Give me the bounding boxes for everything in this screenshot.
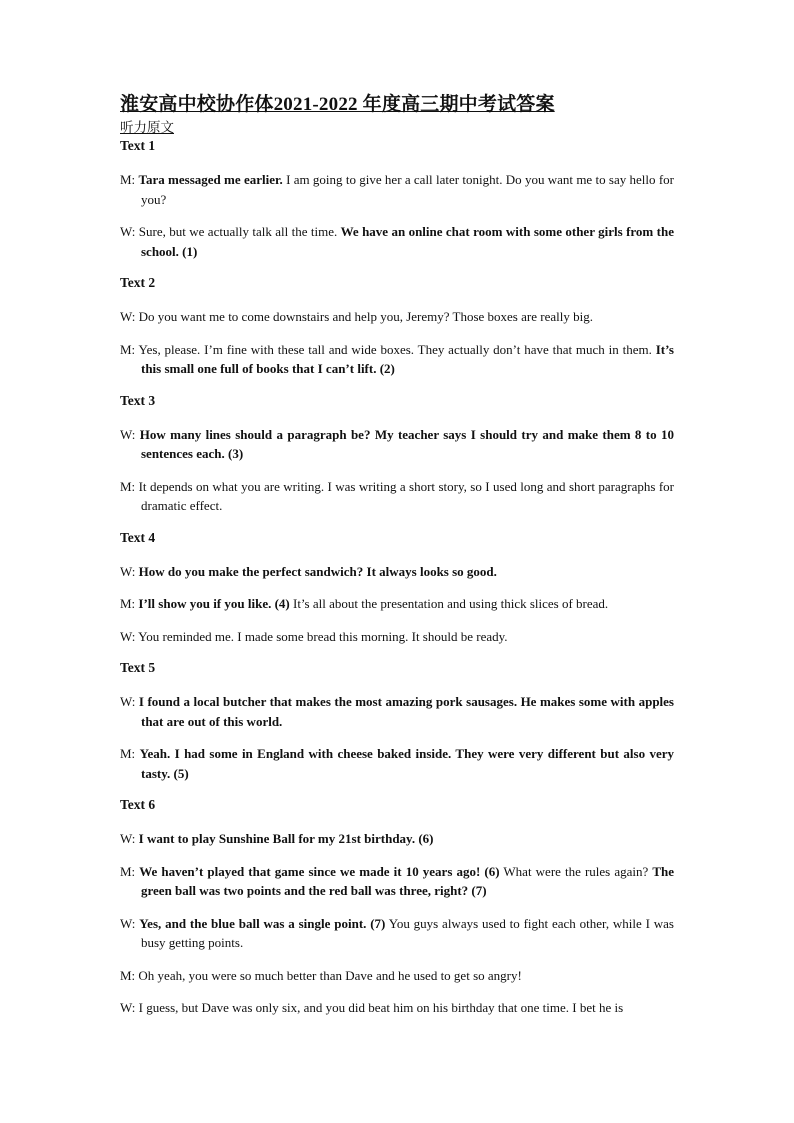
- dialogue-line: [120, 829, 674, 849]
- answer-text: It’s this small one full of books that I can’t lift. (2): [141, 341, 674, 376]
- dialogue-text: You reminded me. I made some bread this morning. It should be ready.: [138, 628, 508, 644]
- speaker-label: M:: [120, 596, 139, 611]
- speaker-label: W:: [120, 915, 140, 931]
- answer-text: Yeah. I had some in England with cheese baked inside. They were very different but also very tasty. (5): [139, 746, 675, 781]
- speaker-label: M:: [120, 746, 140, 761]
- answer-text: Yes, and the blue ball was a single point. (7): [139, 915, 386, 931]
- transcript-section: [120, 796, 674, 1018]
- section-heading: Text 1: [120, 138, 156, 153]
- dialogue-line: [120, 627, 674, 647]
- answer-text: We have an online chat room with some other girls from the school. (1): [141, 224, 674, 259]
- dialogue-line: [120, 744, 674, 783]
- dialogue-line: [120, 966, 674, 986]
- section-heading: Text 3: [120, 392, 156, 408]
- speaker-label: W:: [120, 426, 140, 442]
- speaker-label: W:: [120, 309, 139, 324]
- dialogue-text: Do you want me to come downstairs and help you, Jeremy? Those boxes are really big.: [138, 309, 593, 324]
- dialogue-text: You guys always used to fight each other, while I was busy getting points.: [141, 915, 674, 950]
- answer-text: I’ll show you if you like. (4): [138, 596, 290, 611]
- answer-text: How many lines should a paragraph be? My teacher says I should try and make them 8 to 10 sentences each. (3): [139, 426, 674, 461]
- section-heading: Text 5: [120, 660, 156, 675]
- speaker-label: W:: [120, 694, 139, 709]
- speaker-label: M:: [120, 341, 139, 357]
- speaker-label: M:: [120, 478, 139, 494]
- dialogue-text: It depends on what you are writing. I was writing a short story, so I used long and short paragraphs for dramatic effect.: [138, 478, 674, 513]
- speaker-label: W:: [120, 628, 139, 644]
- transcript-section: [120, 392, 674, 516]
- dialogue-text: Yes, please. I’m fine with these tall and wide boxes. They actually don’t have that much in them.: [138, 341, 656, 357]
- document-page: [120, 93, 674, 1031]
- answer-text: We haven’t played that game since we made it 10 years ago! (6): [139, 863, 500, 879]
- dialogue-line: [120, 170, 674, 209]
- dialogue-line: [120, 594, 674, 614]
- dialogue-line: [120, 692, 674, 731]
- dialogue-line: [120, 862, 674, 901]
- dialogue-line: [120, 477, 674, 516]
- speaker-label: W:: [120, 1000, 139, 1015]
- dialogue-line: [120, 998, 674, 1018]
- dialogue-line: [120, 307, 674, 327]
- document-subtitle: 听力原文: [120, 120, 174, 135]
- dialogue-line: [120, 425, 674, 464]
- dialogue-text: I guess, but Dave was only six, and you did beat him on his birthday that one time. I bet he is: [138, 1000, 624, 1015]
- speaker-label: W:: [120, 563, 139, 579]
- dialogue-line: [120, 914, 674, 953]
- answer-text: The green ball was two points and the red ball was three, right? (7): [141, 863, 675, 898]
- dialogue-line: [120, 222, 674, 261]
- dialogue-line: [120, 340, 674, 379]
- transcript-section: [120, 274, 674, 379]
- dialogue-text: What were the rules again?: [499, 863, 653, 879]
- answer-text: I want to play Sunshine Ball for my 21st birthday. (6): [138, 831, 434, 846]
- dialogue-text: I am going to give her a call later tonight. Do you want me to say hello for you?: [141, 172, 674, 207]
- section-heading: Text 2: [120, 275, 156, 290]
- transcript-section: [120, 529, 674, 647]
- dialogue-text: Oh yeah, you were so much better than Dave and he used to get so angry!: [138, 967, 522, 983]
- speaker-label: M:: [120, 967, 139, 983]
- dialogue-line: [120, 562, 674, 582]
- speaker-label: M:: [120, 863, 140, 879]
- dialogue-text: Sure, but we actually talk all the time.: [138, 224, 341, 239]
- speaker-label: W:: [120, 831, 139, 846]
- answer-text: How do you make the perfect sandwich? It always looks so good.: [138, 563, 497, 579]
- transcript-body: [120, 137, 674, 1018]
- section-heading: Text 4: [120, 529, 156, 545]
- speaker-label: W:: [120, 224, 139, 239]
- transcript-section: [120, 659, 674, 783]
- answer-text: Tara messaged me earlier.: [138, 172, 283, 187]
- answer-text: I found a local butcher that makes the most amazing pork sausages. He makes some with apples that are out of this world.: [138, 694, 674, 729]
- section-heading: Text 6: [120, 797, 156, 812]
- document-title: 淮安高中校协作体2021-2022 年度高三期中考试答案: [120, 94, 555, 115]
- speaker-label: M:: [120, 172, 139, 187]
- transcript-section: [120, 137, 674, 261]
- dialogue-text: It’s all about the presentation and using thick slices of bread.: [289, 596, 609, 611]
